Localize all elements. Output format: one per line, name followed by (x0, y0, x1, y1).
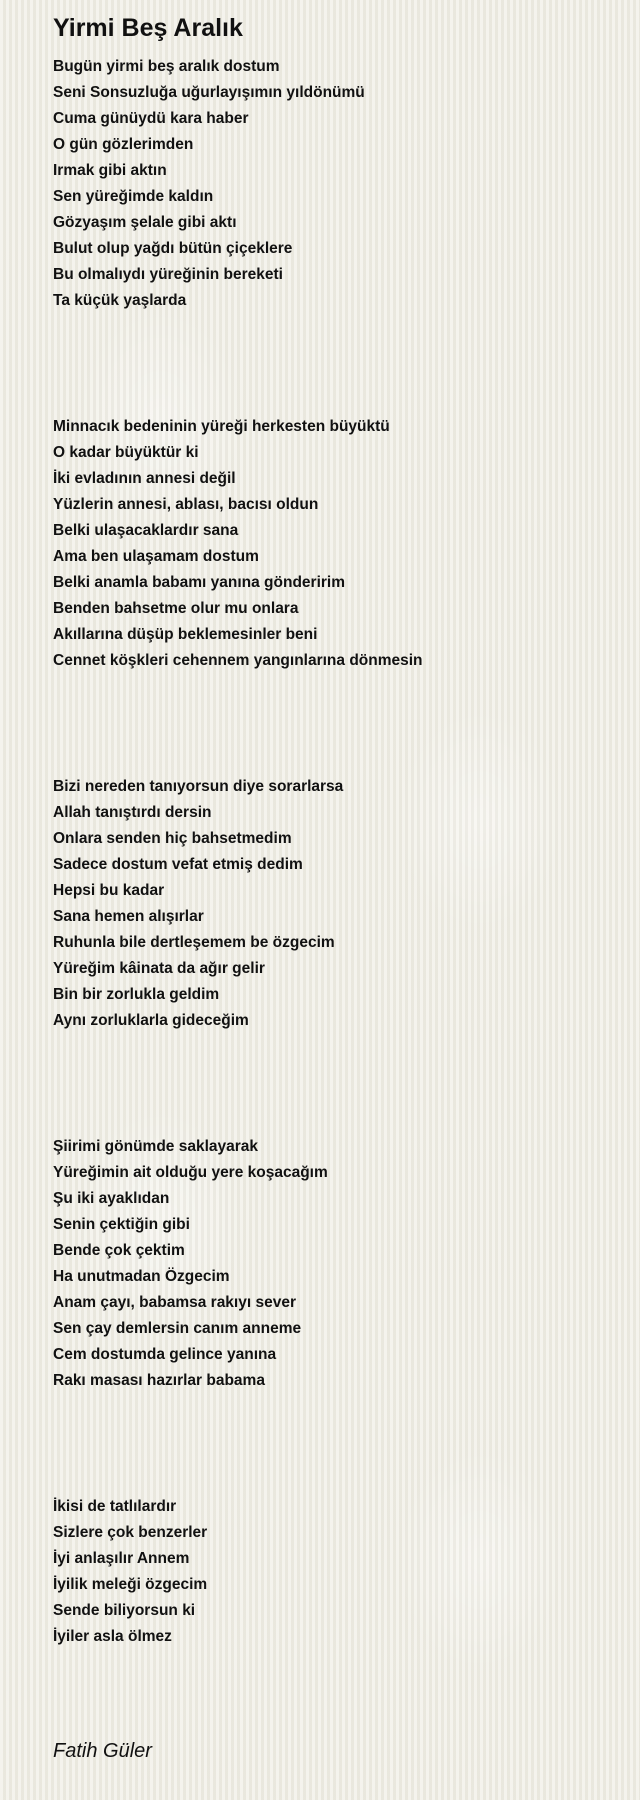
poem-line: Hepsi bu kadar (53, 882, 165, 899)
poem-line: Akıllarına düşüp beklemesinler beni (53, 626, 318, 643)
poem-line: Şu iki ayaklıdan (53, 1190, 170, 1207)
poem-line: Allah tanıştırdı dersin (53, 804, 212, 821)
poem-line: Bulut olup yağdı bütün çiçeklere (53, 240, 293, 257)
poem-line: İyi anlaşılır Annem (53, 1550, 190, 1567)
poem-line: O gün gözlerimden (53, 136, 194, 153)
poem-line: Cennet köşkleri cehennem yangınlarına dönmesin (53, 652, 423, 669)
poem-line: Senin çektiğin gibi (53, 1216, 190, 1233)
poem-line: Rakı masası hazırlar babama (53, 1372, 265, 1389)
poem-stanza (53, 54, 623, 314)
poem-line: Yüreğimin ait olduğu yere koşacağım (53, 1164, 328, 1181)
poem-line: Sende biliyorsun ki (53, 1602, 196, 1619)
poem-line: Ruhunla bile dertleşemem be özgecim (53, 934, 335, 951)
poem-page (53, 0, 623, 1650)
poem-line: Gözyaşım şelale gibi aktı (53, 214, 237, 231)
poem-line: O kadar büyüktür ki (53, 444, 199, 461)
poem-line: Sadece dostum vefat etmiş dedim (53, 856, 303, 873)
poem-body (53, 54, 623, 1650)
poem-line: Sana hemen alışırlar (53, 908, 204, 925)
poem-line: Bizi nereden tanıyorsun diye sorarlarsa (53, 778, 344, 795)
poem-line: Ta küçük yaşlarda (53, 292, 187, 309)
poem-line: Anam çayı, babamsa rakıyı sever (53, 1294, 296, 1311)
poem-line: Sen yüreğimde kaldın (53, 188, 214, 205)
poem-stanza (53, 1134, 623, 1394)
poem-line: İyilik meleği özgecim (53, 1576, 208, 1593)
poem-stanza (53, 414, 623, 674)
poem-line: Benden bahsetme olur mu onlara (53, 600, 299, 617)
poem-line: İyiler asla ölmez (53, 1628, 172, 1645)
poem-line: Seni Sonsuzluğa uğurlayışımın yıldönümü (53, 84, 365, 101)
poem-line: Bugün yirmi beş aralık dostum (53, 58, 280, 75)
poem-line: Sizlere çok benzerler (53, 1524, 208, 1541)
poem-line: Yüreğim kâinata da ağır gelir (53, 960, 265, 977)
poem-line: Sen çay demlersin canım anneme (53, 1320, 302, 1337)
poem-stanza (53, 774, 623, 1034)
poem-line: Ama ben ulaşamam dostum (53, 548, 259, 565)
poem-line: İki evladının annesi değil (53, 470, 236, 487)
poem-line: Ha unutmadan Özgecim (53, 1268, 230, 1285)
poem-line: Minnacık bedeninin yüreği herkesten büyüktü (53, 418, 390, 435)
poem-line: Cem dostumda gelince yanına (53, 1346, 277, 1363)
poem-line: Cuma günüydü kara haber (53, 110, 249, 127)
poem-stanza (53, 1494, 623, 1650)
poem-line: Aynı zorluklarla gideceğim (53, 1012, 249, 1029)
poem-title: Yirmi Beş Aralık (53, 14, 243, 42)
poem-line: Bin bir zorlukla geldim (53, 986, 220, 1003)
poem-line: Belki ulaşacaklardır sana (53, 522, 239, 539)
poem-line: Yüzlerin annesi, ablası, bacısı oldun (53, 496, 319, 513)
poem-line: Şiirimi gönümde saklayarak (53, 1138, 259, 1155)
poem-line: Bende çok çektim (53, 1242, 185, 1259)
poem-line: Bu olmalıydı yüreğinin bereketi (53, 266, 283, 283)
poem-line: Belki anamla babamı yanına gönderirim (53, 574, 346, 591)
poem-line: İkisi de tatlılardır (53, 1498, 177, 1515)
poem-line: Irmak gibi aktın (53, 162, 167, 179)
poem-author: Fatih Güler (53, 1740, 152, 1762)
poem-line: Onlara senden hiç bahsetmedim (53, 830, 292, 847)
